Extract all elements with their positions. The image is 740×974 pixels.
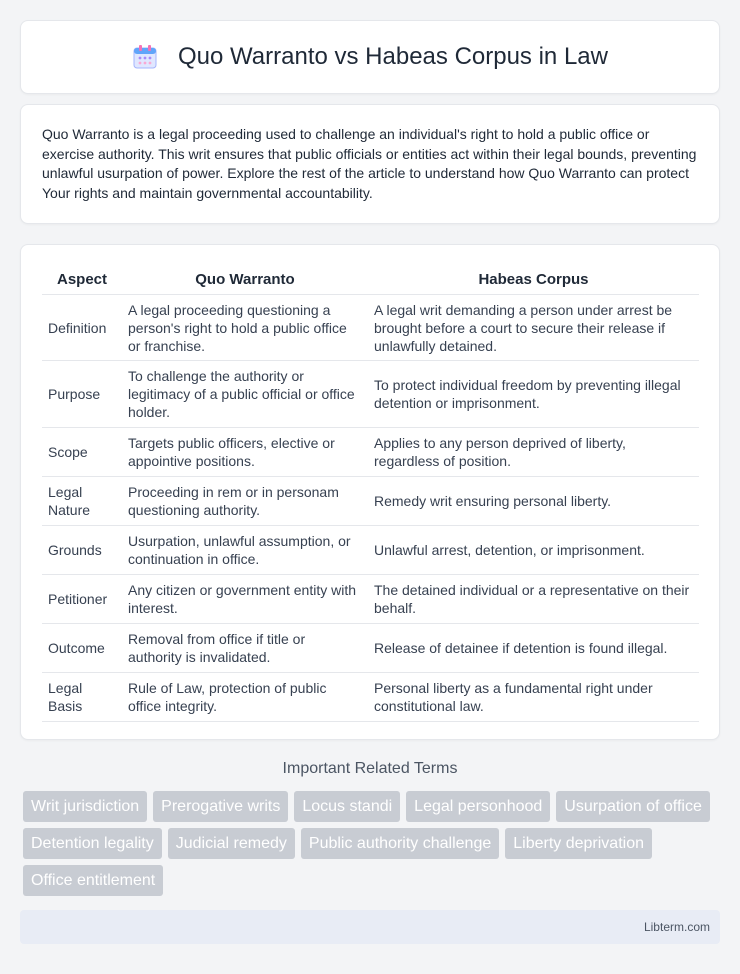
table-row [42,428,699,477]
quo-warranto-cell: Targets public officers, elective or appointive positions. [122,428,368,477]
intro-text: Quo Warranto is a legal proceeding used to challenge an individual's right to hold a public office or exercise authority. This writ ensures that public officials or entities act within their legal bounds, preventing unlawful usurpation of power. Explore the rest of the article to understand how Quo Warranto can protect Your rights and maintain governmental accountability. [42,126,697,201]
aspect-cell: Definition [42,295,122,361]
comparison-table-card [20,244,720,740]
quo-warranto-cell: Rule of Law, protection of public office integrity. [122,673,368,722]
habeas-corpus-cell: Personal liberty as a fundamental right under constitutional law. [368,673,699,722]
related-terms-title: Important Related Terms [282,760,458,777]
related-term-tag[interactable]: Locus standi [294,791,400,822]
table-row [42,526,699,575]
related-terms-list [23,791,723,902]
habeas-corpus-cell: Release of detainee if detention is found illegal. [368,624,699,673]
table-row [42,673,699,722]
table-row [42,575,699,624]
quo-warranto-cell: To challenge the authority or legitimacy of a public official or office holder. [122,361,368,428]
quo-warranto-cell: Removal from office if title or authority is invalidated. [122,624,368,673]
page-title: Quo Warranto vs Habeas Corpus in Law [178,43,608,70]
habeas-corpus-cell: Remedy writ ensuring personal liberty. [368,477,699,526]
header-aspect: Aspect [42,265,122,295]
aspect-cell: Legal Basis [42,673,122,722]
table-row [42,477,699,526]
header-habeas-corpus: Habeas Corpus [368,265,699,295]
habeas-corpus-cell: Unlawful arrest, detention, or imprisonment. [368,526,699,575]
aspect-cell: Legal Nature [42,477,122,526]
footer-site-link[interactable]: Libterm.com [643,920,710,934]
related-term-tag[interactable]: Liberty deprivation [505,828,652,859]
quo-warranto-cell: Usurpation, unlawful assumption, or continuation in office. [122,526,368,575]
intro-card [20,104,720,224]
related-term-tag[interactable]: Prerogative writs [153,791,288,822]
comparison-table [42,265,699,722]
quo-warranto-cell: A legal proceeding questioning a person's right to hold a public office or franchise. [122,295,368,361]
habeas-corpus-cell: To protect individual freedom by preventing illegal detention or imprisonment. [368,361,699,428]
habeas-corpus-cell: A legal writ demanding a person under arrest be brought before a court to secure their release if unlawfully detained. [368,295,699,361]
table-row [42,361,699,428]
aspect-cell: Purpose [42,361,122,428]
quo-warranto-cell: Proceeding in rem or in personam questioning authority. [122,477,368,526]
header-quo-warranto: Quo Warranto [122,265,368,295]
related-term-tag[interactable]: Public authority challenge [301,828,499,859]
habeas-corpus-cell: Applies to any person deprived of liberty, regardless of position. [368,428,699,477]
related-term-tag[interactable]: Judicial remedy [168,828,295,859]
related-term-tag[interactable]: Legal personhood [406,791,550,822]
related-term-tag[interactable]: Office entitlement [23,865,163,896]
related-term-tag[interactable]: Usurpation of office [556,791,710,822]
aspect-cell: Outcome [42,624,122,673]
footer [20,910,720,944]
table-header-row [42,265,699,295]
related-term-tag[interactable]: Detention legality [23,828,162,859]
calendar-icon [132,44,158,70]
table-row [42,624,699,673]
aspect-cell: Petitioner [42,575,122,624]
related-term-tag[interactable]: Writ jurisdiction [23,791,147,822]
habeas-corpus-cell: The detained individual or a representative on their behalf. [368,575,699,624]
aspect-cell: Scope [42,428,122,477]
header-card [20,20,720,94]
aspect-cell: Grounds [42,526,122,575]
table-row [42,295,699,361]
quo-warranto-cell: Any citizen or government entity with interest. [122,575,368,624]
